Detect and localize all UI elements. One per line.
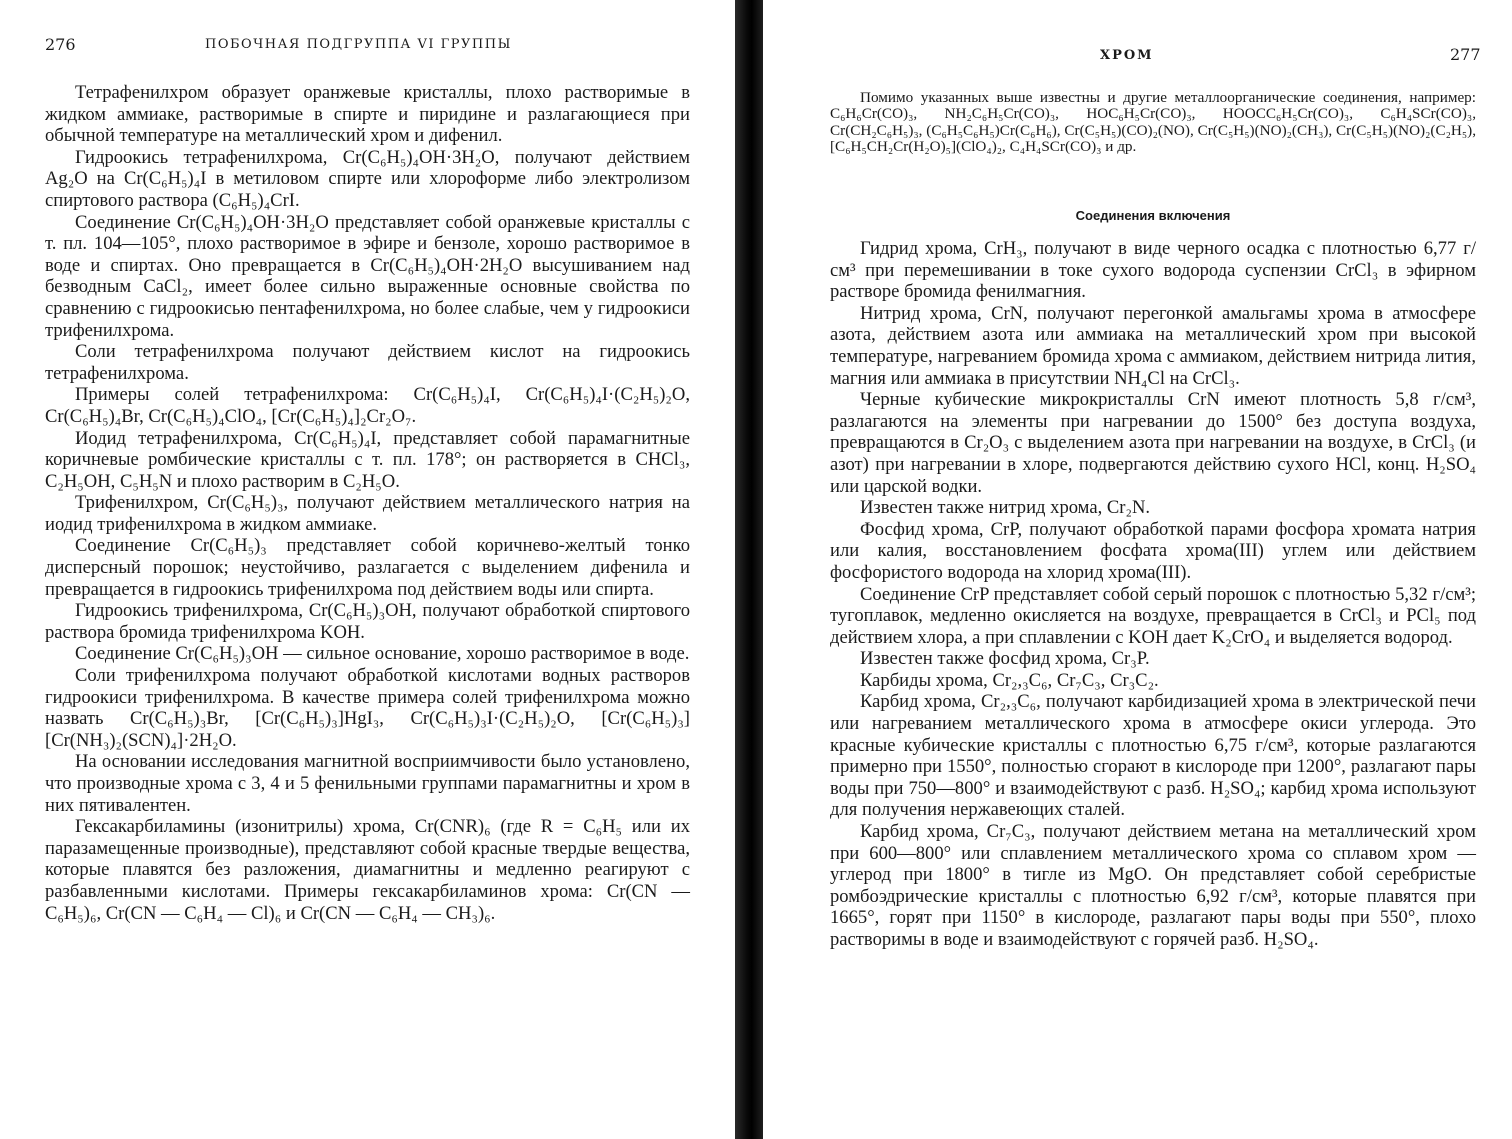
page-body [830, 238, 1476, 951]
left-page [0, 0, 735, 1139]
paragraph: Соединение Cr(C₆H₅)₃ представляет собой коричнево-желтый тонко дисперсный порошок; неустойчиво, разлагается с выделением дифенила и превращается в гидроокись трифенилхрома под действием воды или спирта. [45, 535, 690, 600]
paragraph: Соединение CrP представляет собой серый порошок с плотностью 5,32 г/см³; тугоплавок, медленно окисляется на воздухе, превращается в CrCl₃ и PCl₅ под действием хлора, а при сплавлении с KOH дает K₂CrO₄ и выделяется водород. [830, 583, 1476, 648]
page-number: 277 [1450, 45, 1481, 64]
paragraph: Карбид хрома, Cr₂,₃C₆, получают карбидизацией хрома в электрической печи или нагреванием металлического хрома в атмосфере окиси углерода. Это красные кубические кристаллы с плотностью 6,75 г/см³, которые разлагаются примерно при 1550°, полностью сгорают в кислороде при 1200°, разлагают пары воды при 750—800° и взаимодействуют с разб. H₂SO₄; карбид хрома используют для получения нержавеющих сталей. [830, 691, 1476, 821]
paragraph: Карбиды хрома, Cr₂,₃C₆, Cr₇C₃, Cr₃C₂. [860, 669, 1159, 691]
paragraph: Нитрид хрома, CrN, получают перегонкой амальгамы хрома в атмосфере азота, действием азота или аммиака на металлический хром при высокой температуре, нагреванием бромида хрома с аммиаком, действием нитрида лития, магния или аммиака в присутствии NH₄Cl на CrCl₃. [830, 302, 1476, 389]
paragraph: Черные кубические микрокристаллы CrN имеют плотность 5,8 г/см³, разлагаются на элементы при нагревании до 1500° без доступа воздуха, превращаются в Cr₂O₃ с выделением азота при нагревании на воздухе, в CrCl₃ (и азот) при нагревании в хлоре, подвергаются действию сухого HCl, конц. H₂SO₄ или царской водки. [830, 389, 1476, 497]
small-print-paragraph [830, 90, 1476, 155]
running-head: ХРОМ [1100, 48, 1154, 63]
paragraph: Соединение Cr(C₆H₅)₃OH — сильное основание, хорошо растворимое в воде. [75, 643, 690, 665]
paragraph: Известен также нитрид хрома, Cr₂N. [860, 497, 1151, 519]
paragraph: Фосфид хрома, CrP, получают обработкой парами фосфора хромата натрия или калия, восстановлением фосфата хрома(III) углем или действием фосфористого водорода на хлорид хрома(III). [830, 518, 1476, 583]
right-page [770, 0, 1512, 1139]
paragraph: Помимо указанных выше известны и другие металлоорганические соединения, например: C₆H₆Cr(CO)₃, NH₂C₆H₅Cr(CO)₃, HOC₆H₅Cr(CO)₃, HOOCC₆H₅Cr(CO)₃, C₆H₄SCr(CO)₃, Cr(CH₂C₆H₅)₃, (C₆H₅C₆H₅)Cr(C₆H₆), Cr(C₅H₅)(CO)₂(NO), Cr(C₅H₅)(NO)₂(CH₃), Cr(C₅H₅)(NO)₂(C₂H₅), [C₆H₅CH₂Cr(H₂O)₅](ClO₄)₂, C₄H₄SCr(CO)₃ и др. [830, 89, 1476, 155]
paragraph: Тетрафенилхром образует оранжевые кристаллы, плохо растворимые в жидком аммиаке, растворимые в спирте и пиридине и разлагающиеся при обычной температуре на металлический хром и дифенил. [45, 82, 690, 147]
book-gutter [735, 0, 763, 1139]
paragraph: Гидрид хрома, CrH₃, получают в виде черного осадка с плотностью 6,77 г/см³ при перемешивании в токе сухого водорода суспензии CrCl₃ в эфирном растворе бромида фенилмагния. [830, 238, 1476, 303]
paragraph: На основании исследования магнитной восприимчивости было установлено, что производные хрома с 3, 4 и 5 фенильными группами парамагнитны и хром в них пятивалентен. [45, 751, 690, 816]
running-head: ПОБОЧНАЯ ПОДГРУППА VI ГРУППЫ [205, 37, 512, 52]
paragraph: Соединение Cr(C₆H₅)₄OH·3H₂O представляет собой оранжевые кристаллы с т. пл. 104—105°, плохо растворимое в эфире и бензоле, хорошо растворимое в воде и спиртах. Оно превращается в Cr(C₆H₅)₄OH·2H₂O высушиванием над безводным CaCl₂, имеет более сильно выраженные основные свойства по сравнению с гидроокисью пентафенилхрома, но более слабые, чем у гидроокиси трифенилхрома. [45, 211, 690, 341]
page-body [45, 82, 690, 924]
paragraph: Гексакарбиламины (изонитрилы) хрома, Cr(CNR)₆ (где R = C₆H₅ или их паразамещенные производные), представляют собой красные твердые вещества, которые плавятся без разложения, диамагнитны и медленно реагируют с разбавленными кислотами. Примеры гексакарбиламинов хрома: Cr(CN — C₆H₅)₆, Cr(CN — C₆H₄ — Cl)₆ и Cr(CN — C₆H₄ — CH₃)₆. [45, 816, 690, 924]
paragraph: Иодид тетрафенилхрома, Cr(C₆H₅)₄I, представляет собой парамагнитные коричневые ромбические кристаллы с т. пл. 178°; он растворяется в CHCl₃, C₂H₅OH, C₅H₅N и плохо растворим в C₂H₅O. [45, 427, 690, 492]
paragraph: Гидроокись трифенилхрома, Cr(C₆H₅)₃OH, получают обработкой спиртового раствора бромида трифенилхрома KOH. [45, 600, 690, 643]
section-title: Соединения включения [1075, 208, 1231, 223]
paragraph: Соли трифенилхрома получают обработкой кислотами водных растворов гидроокиси трифенилхрома. В качестве примера солей трифенилхрома можно назвать Cr(C₆H₅)₃Br, [Cr(C₆H₅)₃]HgI₃, Cr(C₆H₅)₃I·(C₂H₅)₂O, [Cr(C₆H₅)₃] [Cr(NH₃)₂(SCN)₄]·2H₂O. [45, 665, 690, 751]
paragraph: Гидроокись тетрафенилхрома, Cr(C₆H₅)₄OH·3H₂O, получают действием Ag₂O на Cr(C₆H₅)₄I в метиловом спирте или хлороформе либо электролизом спиртового раствора (C₆H₅)₄CrI. [45, 146, 690, 211]
paragraph: Известен также фосфид хрома, Cr₃P. [860, 648, 1150, 670]
paragraph: Трифенилхром, Cr(C₆H₅)₃, получают действием металлического натрия на иодид трифенилхрома в жидком аммиаке. [45, 492, 690, 535]
paragraph: Примеры солей тетрафенилхрома: Cr(C₆H₅)₄I, Cr(C₆H₅)₄I·(C₂H₅)₂O, Cr(C₆H₅)₄Br, Cr(C₆H₅)₄ClO₄, [Cr(C₆H₅)₄]₂Cr₂O₇. [45, 384, 690, 427]
page-number: 276 [45, 35, 76, 54]
paragraph: Соли тетрафенилхрома получают действием кислот на гидроокись тетрафенилхрома. [45, 341, 690, 384]
paragraph: Карбид хрома, Cr₇C₃, получают действием метана на металлический хром при 600—800° или сплавлением металлического хрома со сплавом хром — углерод при 1800° в тигле из MgO. Он представляет собой серебристые ромбоэдрические кристаллы с плотностью 6,92 г/см³, которые плавятся при 1665°, горят при 1150° в кислороде, разлагают пары воды при 550°, плохо растворимы в воде и взаимодействуют с горячей разб. H₂SO₄. [830, 821, 1476, 950]
